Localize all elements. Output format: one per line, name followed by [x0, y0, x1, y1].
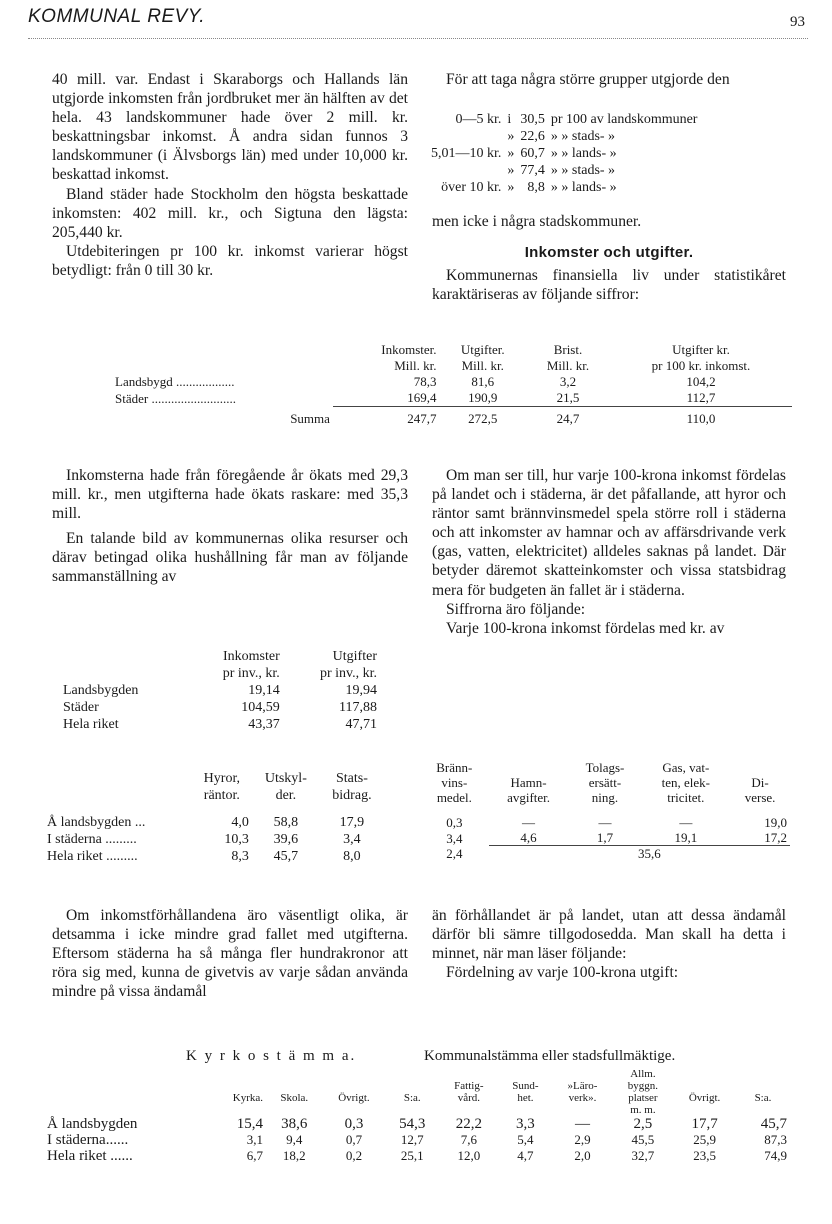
paragraph: Fördelning av varje 100-krona utgift: [446, 964, 679, 982]
table-row: Landsbygd .................. 78,3 81,6 3,2 104,2 [115, 374, 716, 389]
left-column-top [52, 70, 408, 280]
paragraph: För att taga några större grupper utgjorde den [446, 71, 730, 88]
paragraph: Kommunernas finansiella liv under statistikåret karaktäriseras av följande siffror: [432, 267, 786, 304]
table-row: 2,4 35,6 [446, 846, 661, 861]
table-row: Städer 104,59 117,88 [63, 700, 377, 715]
right-column-lower [432, 466, 786, 638]
column-subheader: pr inv., kr. [222, 666, 280, 681]
table-row: Hela riket ......... 8,3 45,7 8,0 [47, 849, 361, 864]
revenue-source-table: Hyror, Utskyl- Stats- räntor. der. bidrag. Å landsbygden ... 4,0 58,8 17,9 I städerna ......... 10,3 39,6 3,4 Hela riket ......... 8,3 45,7 8,0 [44, 770, 384, 865]
paragraph: En talande bild av kommunernas olika resurser och därav betingad olika hushållning får man av följande sammanställning av [52, 530, 408, 586]
paragraph: Om inkomstförhållandena äro väsentligt olika, är detsamma i icke mindre grad fallet med utgifterna. Eftersom städerna ha så många fler hundrakronor att röra sig med, kunna de givetvis av varje sådan använda mindre på vissa ändamål [52, 907, 408, 1001]
paragraph: Utdebiteringen pr 100 kr. inkomst varierar högst betydligt: från 0 till 30 kr. [52, 242, 408, 279]
column-subheader: Mill. kr. [394, 358, 437, 373]
section-heading: Inkomster och utgifter. [524, 244, 694, 262]
column-header: Inkomster. [381, 342, 437, 357]
finance-table [112, 342, 792, 427]
paragraph: 40 mill. var. Endast i Skaraborgs och Hallands län utgjorde inkomsten från jordbruket mer än hälften av det hela. 43 landskommuner hade över 2 mill. kr. beskattningsbar inkomst. Å andra sidan funnos 3 landskommuner (i Älvsborgs län) med under 10,000 kr. beskattad inkomst. [52, 71, 408, 184]
table-title-right: Kommunalstämma eller stadsfullmäktige. [424, 1048, 676, 1064]
column-header: Utgifter [332, 649, 377, 664]
paragraph: Om man ser till, hur varje 100-krona inkomst fördelas på landet och i städerna, är det påfallande, att hyror och räntor samt brännvinsmedel spela större roll i städerna och att inkomster av hamnar och av affärsdrivande verk (gas, vatten, elektricitet) alldeles saknas på landet. Där betyder däremot skatteinkomster och vissa statsbidrag mera för budgeten än fallet är i städerna. [432, 467, 786, 599]
running-header: KOMMUNAL REVY. [28, 6, 205, 27]
left-column-mid [52, 466, 408, 587]
paragraph: Bland städer hade Stockholm den högsta beskattade inkomsten: 402 mill. kr., och Sigtuna den lägsta: 205,440 kr. [52, 185, 408, 241]
paragraph: än förhållandet är på landet, utan att dessa ändamål därför bli sämre tillgodosedda. Man skall ha detta i minnet, när man läser följande: [432, 907, 786, 963]
right-column-mid [432, 212, 786, 304]
list-item: 0—5 kr. i 30,5 pr 100 av landskommuner [455, 112, 698, 127]
column-header: Brist. [553, 342, 583, 357]
table-row: Städer .......................... 169,4 190,9 21,5 112,7 [112, 390, 792, 407]
left-column-bottom [52, 906, 408, 1001]
paragraph: Siffrorna äro följande: [446, 600, 586, 618]
table-title-left: K y r k o s t ä m m a. [186, 1048, 357, 1064]
list-item: » 77,4 » » stads- » [507, 163, 616, 178]
table-row: Å landsbygden ... 4,0 58,8 17,9 [47, 815, 365, 830]
column-header: Utgifter kr. [672, 342, 730, 357]
column-subheader: Mill. kr. [546, 358, 590, 373]
table-row: Landsbygden 19,14 19,94 [63, 683, 377, 698]
list-item: 5,01—10 kr. » 60,7 » » lands- » [431, 146, 617, 161]
table-row: Hela riket ...... 6,7 18,2 0,2 25,1 12,0 4,7 2,0 32,7 23,5 74,9 [47, 1148, 787, 1164]
paragraph: Varje 100-krona inkomst fördelas med kr. av [446, 619, 725, 637]
page-number: 93 [790, 14, 805, 30]
per-capita-table [60, 648, 380, 733]
expense-table: Allm. Fattig- Sund- »Läro- byggn. Kyrka. Skola. Övrigt. S:a. vård. het. verk». platser Övrigt. S:a. m. m. Å landsbygden 15,4 38,6 0,3 54,3 22,2 3,3 — 2,5 17,7 45,7 I städerna...... 3,1 9,4 0,7 12,7 7,6 5,4 2,9 45,5 25,9 87,3 Hela riket ...... 6,7 18,2 0,2 25,1 12,0 4,7 2,0 32,7 23,5 74,9 [44, 1068, 790, 1164]
table-row: 3,4 4,6 1,7 19,1 17,2 [420, 830, 790, 846]
column-subheader: pr inv., kr. [319, 666, 377, 681]
list-end: men icke i några stadskommuner. [432, 213, 642, 230]
right-column-bottom [432, 906, 786, 982]
table-row: I städerna...... 3,1 9,4 0,7 12,7 7,6 5,4 2,9 45,5 25,9 87,3 [47, 1132, 787, 1148]
distribution-table: Bränn- Tolags- Gas, vat- vins- Hamn- ersätt- ten, elek- Di- medel. avgifter. ning. tricitet. verse. 0,3 — — — 19,0 3,4 4,6 1,7 19,1 17,2 2,4 35,6 [420, 760, 790, 861]
paragraph: Inkomsterna hade från föregående år ökats med 29,3 mill. kr., men utgifterna hade ökats raskare: med 35,3 mill. [52, 467, 408, 523]
column-header: Inkomster [223, 649, 280, 664]
column-header: Utgifter. [460, 342, 505, 357]
table-row: I städerna ......... 10,3 39,6 3,4 [47, 832, 361, 847]
header-rule [28, 38, 808, 39]
right-column-top [432, 70, 786, 89]
column-subheader: pr 100 kr. inkomst. [651, 358, 751, 373]
list-item: över 10 kr. » 8,8 » » lands- » [441, 180, 617, 195]
table-row: Summa 247,7 272,5 24,7 110,0 [290, 411, 716, 426]
table-row: Å landsbygden 15,4 38,6 0,3 54,3 22,2 3,3 — 2,5 17,7 45,7 [47, 1116, 787, 1132]
list-item: » 22,6 » » stads- » [507, 129, 616, 144]
column-subheader: Mill. kr. [461, 358, 504, 373]
group-list [428, 111, 700, 196]
table-row: Hela riket 43,37 47,71 [63, 717, 377, 732]
table-row: 0,3 — — — 19,0 [446, 815, 787, 830]
